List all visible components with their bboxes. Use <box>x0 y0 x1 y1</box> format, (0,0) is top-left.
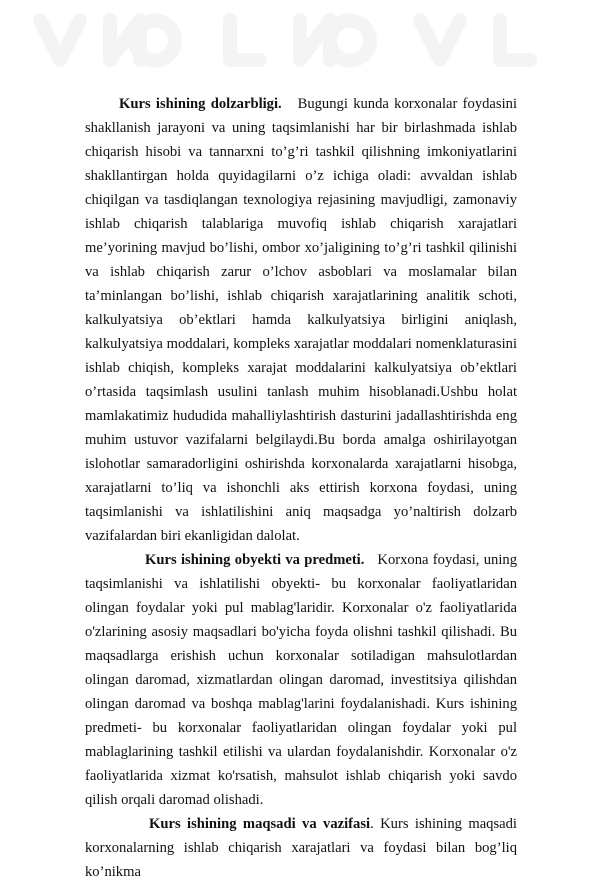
text-relevance: Bugungi kunda korxonalar foydasini shakllanish jarayoni va uning taqsimlanishi har bir birlashmada ishlab chiqarish hisobi va tannarxni to’g’ri tashkil qilishning imkoniyatlarini shakllantirgan holda quyidagilarni o’z ichiga oladi: avvaldan ishlab chiqilgan va tasdiqlangan texnologiya rejasining mavjudligi, zamonaviy ishlab chiqarish talablariga muvofiq ishlab chiqarish xarajatlari me’yorining mavjud bo’lishi, ombor xo’jaligining to’g’ri tashkil qilinishi va ishlab chiqarish zarur o’lchov asboblari va moslamalar bilan ta’minlangan bo’lishi, ishlab chiqarish xarajatlarining analitik schoti, kalkulyatsiya ob’ektlari hamda kalkulyatsiya birligini aniqlash, kalkulyatsiya moddalari, kompleks xarajatlar moddalari nomenklaturasini ishlab chiqish, kompleks xarajat moddalarini kalkulyatsiya ob’ektlari o’rtasida taqsimlash usulini tanlash muhim hisoblanadi.Ushbu holat mamlakatimiz hududida mahalliylashtirish dasturini jadallashtirishda eng muhim ustuvor vazifalarni belgilaydi.Bu borda amalga oshirilayotgan islohotlar samaradorligini oshirishda korxonalarda xarajatlarni hisobga, xarajatlarni to’liq va ishonchli aks ettirish korxona foydasi, uning taqsimlanishi va ishlatilishini aniq maqsadga yo’naltirish dolzarb vazifalardan biri ekanligidan dalolat. <box>85 96 517 544</box>
paragraph-object-subject <box>85 548 517 812</box>
paragraph-goal-tasks <box>85 812 517 884</box>
text-goal-tasks: . Kurs ishining maqsadi korxonalarning ishlab chiqarish xarajatlari va foydasi bilan bog’liq ko’nikma <box>85 816 517 880</box>
paragraph-relevance <box>85 92 517 548</box>
heading-object-subject: Kurs ishining obyekti va predmeti. <box>145 552 365 568</box>
document-body <box>85 92 517 884</box>
heading-goal-tasks: Kurs ishining maqsadi va vazifasi <box>149 816 371 832</box>
heading-relevance: Kurs ishining dolzarbligi. <box>119 96 282 112</box>
text-object-subject: Korxona foydasi, uning taqsimlanishi va ishlatilishi obyekti- bu korxonalar faoliyatlaridan olingan foydalar yoki pul mablag'laridir. Korxonalar o'z faoliyatlarida o'zlarining asosiy maqsadlari bo'yicha foyda olishni tashkil qilishadi. Bu maqsadlarga erishish uchun korxonalar sotiladigan mahsulotlardan olingan daromad, xizmatlardan olingan daromad, investitsiya qilishdan olingan daromad va boshqa mablag'larini foydalanishadi. Kurs ishining predmeti- bu korxonalar faoliyatlaridan olingan foydalar yoki pul mablaglarining tashkil etilishi va ulardan foydalanishdir. Korxonalar o'z faoliyatlarida xizmat ko'rsatish, mahsulot ishlab chiqarish yoki savdo qilish orqali daromad olishadi. <box>85 552 517 808</box>
